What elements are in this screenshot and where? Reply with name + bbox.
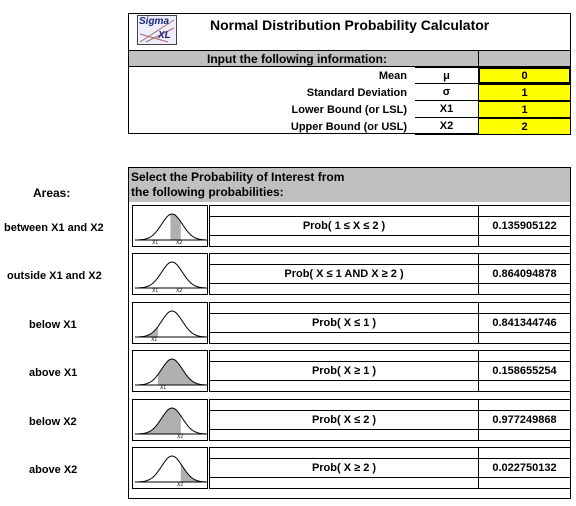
- prob-value: 0.158655254: [478, 361, 571, 381]
- prob-value: 0.022750132: [478, 458, 571, 478]
- normal-curve-icon[interactable]: [132, 253, 208, 295]
- value-spacer-bottom: [478, 235, 571, 247]
- prob-spacer-bottom: [209, 477, 479, 489]
- areas-heading: Areas:: [33, 186, 71, 200]
- curve-mark-label: X2: [176, 240, 183, 246]
- prob-expression: Prob( 1 ≤ X ≤ 2 ): [209, 216, 479, 236]
- area-label: between X1 and X2: [4, 222, 104, 234]
- curve-mark-label: X2: [177, 482, 184, 488]
- input-symbol: X2: [415, 118, 479, 135]
- normal-curve-icon[interactable]: [132, 447, 208, 489]
- logo-text-top: Sigma: [139, 16, 170, 27]
- input-label: Upper Bound (or USL): [290, 120, 407, 133]
- prob-expression: Prob( X ≤ 1 AND X ≥ 2 ): [209, 264, 479, 284]
- input-label: Lower Bound (or LSL): [291, 103, 407, 116]
- normal-curve-icon[interactable]: [132, 205, 208, 247]
- input-label: Standard Deviation: [306, 86, 407, 99]
- input-value-field[interactable]: 2: [478, 118, 571, 135]
- prob-value: 0.841344746: [478, 313, 571, 333]
- prob-expression: Prob( X ≤ 2 ): [209, 410, 479, 430]
- normal-curve-icon[interactable]: [132, 399, 208, 441]
- prob-expression: Prob( X ≥ 1 ): [209, 361, 479, 381]
- sigmaxl-logo: [137, 15, 177, 45]
- curve-mark-label: X2: [176, 288, 183, 294]
- logo-text-bottom: XL: [158, 30, 171, 41]
- prob-expression: Prob( X ≥ 2 ): [209, 458, 479, 478]
- value-spacer-bottom: [478, 332, 571, 344]
- input-value-field[interactable]: 1: [478, 84, 571, 101]
- curve-mark-label: X1: [151, 337, 158, 343]
- prob-spacer-bottom: [209, 429, 479, 441]
- normal-curve-icon[interactable]: [132, 302, 208, 344]
- input-symbol: μ: [415, 67, 479, 84]
- normal-curve-icon[interactable]: [132, 350, 208, 392]
- input-label: Mean: [378, 69, 407, 82]
- value-spacer-bottom: [478, 380, 571, 392]
- area-label: outside X1 and X2: [7, 270, 102, 282]
- curve-mark-label: X2: [177, 434, 184, 440]
- prob-spacer-bottom: [209, 235, 479, 247]
- value-spacer-bottom: [478, 477, 571, 489]
- select-heading: Select the Probability of Interest from the following probabilities:: [128, 167, 571, 202]
- page-title: Normal Distribution Probability Calculator: [210, 17, 490, 33]
- input-heading-right: [478, 50, 571, 67]
- input-heading: Input the following information:: [128, 50, 479, 67]
- prob-spacer-bottom: [209, 283, 479, 295]
- curve-mark-label: X1: [152, 240, 159, 246]
- prob-spacer-bottom: [209, 332, 479, 344]
- prob-expression: Prob( X ≤ 1 ): [209, 313, 479, 333]
- area-label: below X2: [29, 416, 77, 428]
- area-label: above X2: [29, 464, 78, 476]
- value-spacer-bottom: [478, 429, 571, 441]
- curve-mark-label: X1: [152, 288, 159, 294]
- input-value-field[interactable]: 1: [478, 101, 571, 118]
- input-value-field[interactable]: 0: [478, 67, 571, 84]
- input-symbol: X1: [415, 101, 479, 118]
- prob-value: 0.135905122: [478, 216, 571, 236]
- curve-mark-label: X1: [160, 385, 167, 391]
- prob-value: 0.864094878: [478, 264, 571, 284]
- value-spacer-bottom: [478, 283, 571, 295]
- input-symbol: σ: [415, 84, 479, 101]
- area-label: below X1: [29, 319, 77, 331]
- prob-value: 0.977249868: [478, 410, 571, 430]
- prob-spacer-bottom: [209, 380, 479, 392]
- area-label: above X1: [29, 367, 78, 379]
